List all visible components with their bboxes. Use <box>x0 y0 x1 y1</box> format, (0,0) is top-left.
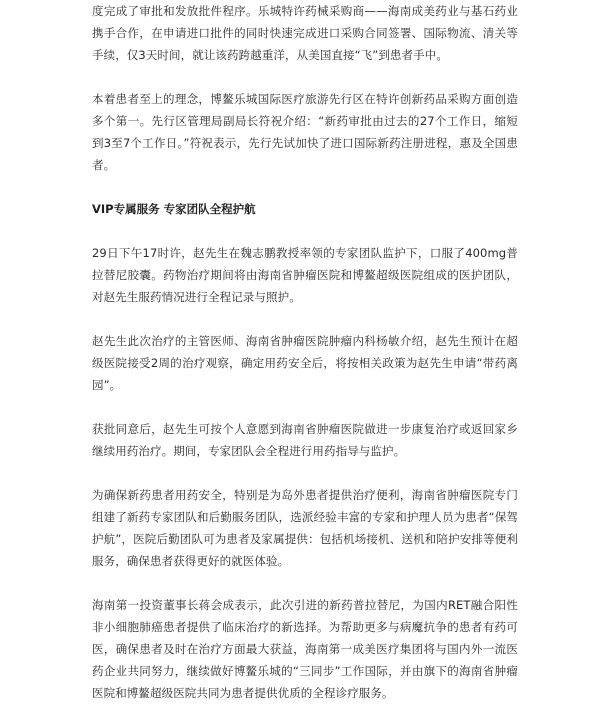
section-heading: VIP专属服务 专家团队全程护航 <box>92 202 256 216</box>
paragraph-gap <box>92 66 518 88</box>
paragraph-medication: 29日下午17时许，赵先生在魏志鹏教授率领的专家团队监护下，口服了400mg普拉替尼胶囊。药物治疗期间将由海南省肿瘤医院和博鳌超级医院组成的医护团队，对赵先生服药情况进行全程记录与照护。 <box>92 246 518 304</box>
paragraph-gap <box>92 572 518 594</box>
paragraph-chairman: 海南第一投资董事长蒋会成表示，此次引进的新药普拉替尼，为国内RET融合阳性非小细胞肺癌患者提供了临床治疗的新选择。为帮助更多与病魔抗争的患者有药可医，确保患者及时在治疗方面最大获益，海南第一成美医疗集团将与国内外一流医药企业共同努力，继续做好博鳌乐城的“三同步”工作国际，并由旗下的海南省肿瘤医院和博鳌超级医院共同为患者提供优质的全程诊疗服务。 <box>92 598 518 700</box>
paragraph-gap <box>92 220 518 242</box>
paragraph-gap <box>92 462 518 484</box>
paragraph-pilot-zone: 本着患者至上的理念，博鳌乐城国际医疗旅游先行区在特许创新药品采购方面创造多个第一。先行区管理局副局长符祝介绍：“新药审批由过去的27个工作日，缩短到3至7个工作日。”符祝表示，先行先试加快了进口国际新药注册进程，惠及全国患者。 <box>92 92 518 172</box>
paragraph-physician: 赵先生此次治疗的主管医师、海南省肿瘤医院肿瘤内科杨敏介绍，赵先生预计在超级医院接受2周的治疗观察，确定用药安全后，将按相关政策为赵先生申请“带药离园”。 <box>92 334 518 392</box>
paragraph-approval: 获批同意后，赵先生可按个人意愿到海南省肿瘤医院做进一步康复治疗或返回家乡继续用药治疗。期间，专家团队会全程进行用药指导与监护。 <box>92 422 518 458</box>
paragraph-gap <box>92 308 518 330</box>
paragraph-service-team: 为确保新药患者用药安全，特别是为岛外患者提供治疗便利，海南省肿瘤医院专门组建了新药专家团队和后勤服务团队，选派经验丰富的专家和护理人员为患者“保驾护航”，医院后勤团队可为患者及家属提供：包括机场接机、送机和陪护安排等便利服务，确保患者获得更好的就医体验。 <box>92 488 518 568</box>
paragraph-procurement: 度完成了审批和发放批件程序。乐城特许药械采购商——海南成美药业与基石药业携手合作，在申请进口批件的同时快速完成进口采购合同签署、国际物流、清关等手续，仅3天时间，就让该药跨越重洋，从美国直接“飞”到患者手中。 <box>92 4 518 62</box>
paragraph-gap <box>92 396 518 418</box>
article-body <box>92 0 518 704</box>
paragraph-gap <box>92 176 518 198</box>
